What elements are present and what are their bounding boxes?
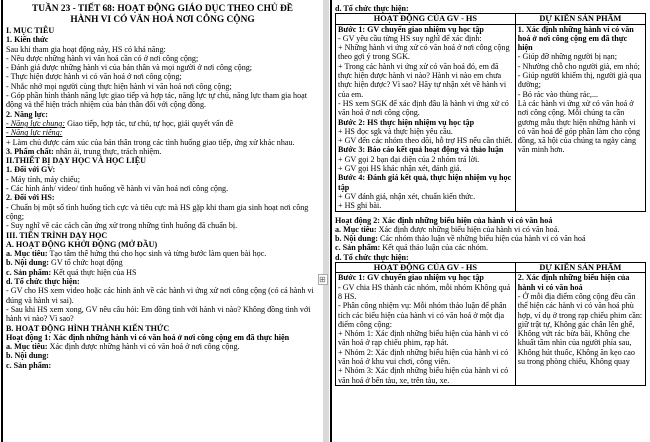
- cell-line: - Ở mỗi địa điểm công cộng đều cần thể hiện các hành vi có văn hoá phù hợp, ví dụ ở trong rạp chiếu phim cần: giữ trật tự, Không gác chân lên ghế, Không vứt rác bừa bãi, Không che khuất tầm nhìn của người phía sau, Không hút thuốc, Không ăn kẹo cao su trong phòng chiếu, Không quay: [517, 291, 643, 366]
- inline-label: b. Nội dung:: [335, 234, 378, 244]
- inline-text: Tạo tâm thế hứng thú cho học sinh và từng bước làm quen bài học.: [47, 249, 267, 259]
- cell-line: - HS xem SGK để xác định đâu là hành vi ứng xử có văn hoá ở nơi công cộng.: [338, 98, 509, 118]
- inline-text: nhân ái, trung thực, trách nhiệm.: [53, 146, 162, 156]
- cell-line: - GV yêu cầu từng HS suy nghĩ để xác định:: [338, 33, 482, 43]
- paragraph-line: - Góp phần hình thành năng lực giao tiếp và hợp tác, năng lực tự chủ, năng lực tham gia hoạt động và thể hiện trách nhiệm của bản thân đối với cộng đồng.: [6, 91, 307, 110]
- inline-text: Xác định được những biểu hiện của hành vi có văn hoá.: [376, 224, 560, 234]
- inline-text: GV tổ chức hoạt động: [48, 258, 123, 268]
- subsection-heading: 1. Đối với GV:: [6, 165, 56, 175]
- cell-line: - Giúp người khiếm thị, người già qua đường;: [517, 71, 642, 90]
- inline-label: a. Mục tiêu:: [6, 249, 48, 259]
- cell-line: Là các hành vi ứng xử có văn hoá ở nơi công cộng. Mỗi chúng ta cần gương mẫu thực hiện những hành vi có văn hoá để góp phần làm cho cộng đồng, xã hội của chúng ta ngày càng văn minh hơn.: [517, 98, 641, 155]
- paragraph-line: - Chuẩn bị một số tình huống tích cực và tiêu cực mà HS gặp khi tham gia sinh hoạt nơi công cộng;: [6, 202, 309, 221]
- subsection-heading: b. Nội dung:: [6, 351, 49, 361]
- paragraph-line: - GV cho HS xem video hoặc các hình ảnh về các hành vi ứng xử nơi công cộng (có cả hành vi đúng và hành vi sai).: [6, 286, 314, 305]
- subsection-heading: c. Sản phẩm:: [6, 360, 52, 370]
- paragraph-line: - Suy nghĩ về các cách cần ứng xử trong những tình huống đã chuẩn bị.: [6, 221, 238, 231]
- inline-text: Xác định được những hành vi có văn hoá ở nơi công cộng.: [47, 342, 240, 352]
- section-heading: B. HOẠT ĐỘNG HÌNH THÀNH KIẾN THỨC: [6, 323, 170, 333]
- inline-label: Hoạt động 1:: [6, 332, 51, 342]
- cell-line: - Nhường chỗ cho người già, em nhỏ;: [517, 61, 640, 71]
- table-cell: [336, 24, 516, 211]
- cell-line: + Nhóm 2: Xác định những biểu hiện của hành vi có văn hoá ở khu vui chơi, công viên.: [338, 347, 509, 366]
- inline-text: Xác định những biểu hiện của hành vi có văn hoá: [379, 215, 553, 225]
- page-margin-bar: [330, 0, 332, 442]
- subsection-heading: 2. Năng lực:: [6, 109, 48, 119]
- paragraph-line: - Nêu được những hành vi văn hoá cần có ở nơi công cộng;: [6, 53, 199, 63]
- section-heading: I. MỤC TIÊU: [6, 26, 55, 35]
- inline-label: c. Sản phẩm:: [335, 243, 381, 253]
- table-header: DỰ KIẾN SẢN PHẨM: [515, 263, 645, 273]
- subsection-heading: 1. Kiến thức: [6, 35, 49, 45]
- paragraph-line: - Máy tính, máy chiếu;: [6, 174, 80, 184]
- lesson-title-line1: TUẦN 23 - TIẾT 68: HOẠT ĐỘNG GIÁO DỤC THEO CHỦ ĐỀ: [31, 4, 294, 14]
- table-header: HOẠT ĐỘNG CỦA GV - HS: [336, 263, 516, 273]
- cell-line: + Những hành vi ứng xử có văn hoá ở nơi công cộng theo gợi ý trong SGK.: [338, 43, 510, 62]
- section-heading: III. TIẾN TRÌNH DẠY HỌC: [6, 230, 108, 240]
- step-heading: Bước 1: GV chuyển giao nhiệm vụ học tập: [338, 273, 484, 283]
- cell-line: + GV đánh giá, nhận xét, chuẩn kiến thức.: [338, 191, 476, 201]
- paragraph-line: [6, 147, 319, 156]
- inline-label: a. Mục tiêu:: [6, 342, 48, 352]
- paragraph-line: [6, 258, 319, 267]
- table-move-handle-icon[interactable]: ⊞: [318, 274, 328, 285]
- cell-line: + Nhóm 3: Xác định những biểu hiện của hành vi có văn hoá ở bến tàu, xe, trên tàu, xe.: [338, 366, 509, 385]
- inline-label: - Năng lực riêng:: [6, 128, 63, 138]
- inline-text: Giao tiếp, hợp tác, tư chủ, tự học, giải quyết vấn đề: [65, 118, 234, 128]
- paragraph-line: [6, 333, 319, 342]
- lesson-title-line2: HÀNH VI CÓ VĂN HOÁ NƠI CÔNG CỘNG: [70, 15, 255, 25]
- paragraph-line: [6, 342, 319, 351]
- step-heading: Bước 2: HS thực hiện nhiệm vụ học tập: [338, 117, 475, 127]
- cell-line: + GV gọi HS khác nhận xét, đánh giá.: [338, 164, 462, 174]
- cell-line: + HS đọc sgk và thực hiện yêu cầu.: [338, 126, 453, 136]
- inline-text: Xác định những hành vi có văn hoá ở nơi công cộng em đã thực hiện: [50, 332, 290, 342]
- cell-line: + HS ghi bài.: [338, 201, 382, 211]
- section-heading: A. HOẠT ĐỘNG KHỞI ĐỘNG (MỞ ĐẦU): [6, 239, 158, 249]
- document-page-right: [329, 0, 650, 442]
- cell-line: - Bỏ rác vào thùng rác,...: [517, 89, 599, 99]
- table-cell: [336, 273, 516, 386]
- paragraph-line: [335, 216, 646, 225]
- activity-table-2: [335, 262, 646, 386]
- document-page-left: [0, 0, 323, 442]
- cell-line: + Nhóm 1: Xác định những biểu hiện của hành vi có văn hoá ở rạp chiếu phim, rạp hát.: [338, 329, 509, 348]
- subsection-heading: d. Tổ chức thực hiện:: [335, 252, 409, 262]
- paragraph-line: [6, 249, 319, 258]
- paragraph-line: [335, 234, 646, 243]
- inline-label: c. Sản phẩm:: [6, 267, 52, 277]
- cell-line: - GV chia HS thành các nhóm, mỗi nhóm Không quá 8 HS.: [338, 282, 511, 301]
- cell-line: - Phân công nhiệm vụ: Mỗi nhóm thảo luận để phân tích các biểu hiện của hành vi có văn hoá ở một địa điểm công cộng:: [338, 301, 507, 329]
- activity-table-1: [335, 13, 646, 211]
- section-heading: II.THIẾT BỊ DẠY HỌC VÀ HỌC LIỆU: [6, 156, 146, 166]
- cell-line: - Giúp đỡ những người bị nạn;: [517, 52, 617, 62]
- inline-text: Kết quả thảo luận của các nhóm.: [380, 243, 489, 253]
- product-heading: 1. Xác định những hành vi có văn hoá ở nơi công cộng em đã thực hiện: [517, 24, 634, 53]
- subsection-heading: 2. Đối với HS:: [6, 193, 55, 203]
- subsection-heading: d. Tổ chức thực hiện:: [6, 277, 80, 287]
- step-heading: Bước 3: Báo cáo kết quả hoạt động và thảo luận: [338, 145, 504, 155]
- page-margin-bar: [1, 0, 3, 442]
- inline-label: - Năng lực chung:: [6, 118, 66, 128]
- inline-label: 3. Phẩm chất:: [6, 146, 54, 156]
- paragraph-line: - Thực hiện được hành vi có văn hoá ở nơi công cộng;: [6, 72, 182, 82]
- table-header: DỰ KIẾN SẢN PHẨM: [515, 14, 645, 24]
- inline-label: b. Nội dung:: [6, 258, 49, 268]
- subsection-heading: d. Tổ chức thực hiện:: [335, 4, 409, 13]
- table-cell: [515, 24, 645, 211]
- cell-line: + GV gọi 2 bạn đại diện của 2 nhóm trả lời.: [338, 154, 480, 164]
- paragraph-line: - Các hình ảnh/ video/ tình huống về hành vi văn hoá nơi công cộng.: [6, 184, 229, 194]
- paragraph-line: [335, 225, 646, 234]
- cell-line: + Trong các hành vi ứng xử có văn hoá đó, em đã thực hiện được hành vi nào? Hành vi nào em chưa thực hiện được? Vì sao? Hãy tự nhận xét về hành vi của em.: [338, 61, 507, 99]
- paragraph-line: + Làm chủ được cảm xúc của bản thân trong các tình huống giao tiếp, ứng xử khác nhau.: [6, 137, 295, 147]
- table-cell: [515, 273, 645, 386]
- paragraph-line: [6, 268, 319, 277]
- table-header: HOẠT ĐỘNG CỦA GV - HS: [336, 14, 516, 24]
- paragraph-line: [335, 243, 646, 252]
- paragraph-line: - Nhắc nhở mọi người cùng thực hiện hành vi văn hoá nơi công cộng;: [6, 81, 232, 91]
- inline-text: Kết quả thực hiện của HS: [51, 267, 137, 277]
- step-heading: Bước 4: Đánh giá kết quả, thực hiện nhiệm vụ học tập: [338, 173, 512, 192]
- page-right-content: [335, 4, 646, 386]
- paragraph-line: Sau khi tham gia hoạt động này, HS có khả năng:: [6, 44, 166, 54]
- cell-line: + GV đến các nhóm theo dõi, hỗ trợ HS nếu cần thiết.: [338, 136, 513, 146]
- inline-text: Các nhóm thảo luận về những biểu hiện của hành vi có văn hoá: [377, 234, 586, 244]
- inline-label: Hoạt động 2:: [335, 215, 380, 225]
- step-heading: Bước 1: GV chuyển giao nhiệm vụ học tập: [338, 24, 484, 34]
- paragraph-line: [6, 119, 319, 128]
- product-heading: 2. Xác định những biểu hiện của hành vi có văn hoá: [517, 273, 630, 292]
- paragraph-line: - Đánh giá được những hành vi của bản thân và mọi người ở nơi công cộng;: [6, 63, 253, 73]
- inline-label: a. Mục tiêu:: [335, 224, 377, 234]
- page-left-content: [6, 4, 319, 370]
- paragraph-line: - Sau khi HS xem xong, GV nêu câu hỏi: Em đồng tình với hành vi nào? Không đồng tình với hành vi nào? Vì sao?: [6, 304, 311, 324]
